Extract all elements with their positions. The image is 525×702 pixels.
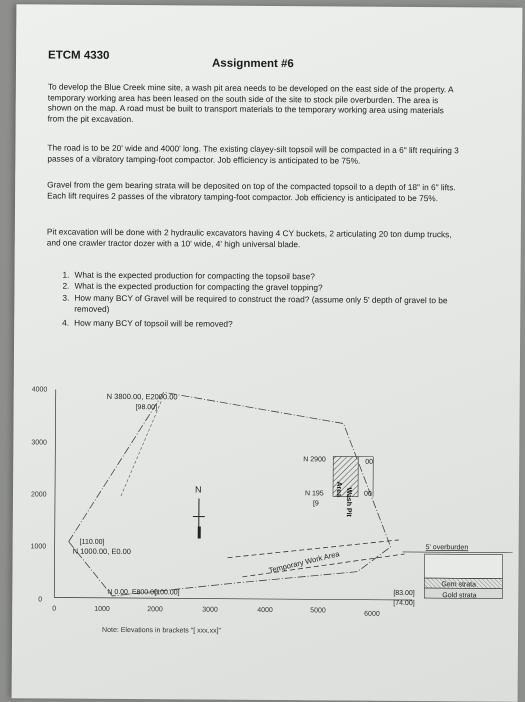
y-axis xyxy=(54,390,55,598)
y-tick-label: 4000 xyxy=(32,386,48,393)
x-tick-label: 5000 xyxy=(310,607,326,614)
assignment-sheet xyxy=(12,4,523,702)
question-text: What is the expected production for compacting the gravel topping? xyxy=(74,281,454,294)
legend-gem: Gem strata xyxy=(441,581,476,588)
wash-pit-label: Wash Pit xyxy=(345,488,352,518)
paragraph-excavation: Pit excavation will be done with 2 hydraulic excavators having 4 CY buckets, 2 articulating 20 ton dump trucks, and one crawler tractor dozer with a 10' wide, 4' high universal blade. xyxy=(47,226,462,250)
question-number: 1. xyxy=(63,270,70,281)
paragraph-gravel: Gravel from the gem bearing strata will be deposited on top of the compacted topsoil to a depth of 18" in 6" lifts. Each lift requires 2 passes of the vibratory tamping-foot compactor. Job efficiency is anticipated to be 75%. xyxy=(47,179,462,203)
x-tick-label: 6000 xyxy=(364,611,380,618)
point-label-bottom: N 0.00, E800.00 xyxy=(107,589,158,596)
paragraph-road: The road is to be 20' wide and 4000' long. The existing clayey-silt topsoil will be compacted in a 6" lift requiring 3 passes of a vibratory tamping-foot compactor. Job efficiency is anticipated to be 75%. xyxy=(47,142,462,166)
point-label-n2900: N 2900 xyxy=(303,456,326,463)
x-tick-label: 1000 xyxy=(94,606,110,613)
legend-gold: Gold strata xyxy=(442,592,476,599)
x-tick-label: 0 xyxy=(52,606,56,613)
x-axis xyxy=(54,598,412,600)
north-label: N xyxy=(195,485,202,495)
site-map xyxy=(12,369,520,653)
y-tick-label: 1000 xyxy=(31,543,47,550)
elevation-gem: [83.00] xyxy=(393,590,415,597)
y-tick-label: 3000 xyxy=(31,439,47,446)
legend-overburden: 5' overburden xyxy=(426,544,469,551)
elevation-note: Note: Elevations in brackets "[ xxx.xx]" xyxy=(102,627,222,635)
question-text: How many BCY of topsoil will be removed? xyxy=(74,318,454,331)
point-label-left: N 1000.00, E0.00 xyxy=(73,547,131,556)
question-number: 3. xyxy=(62,293,69,304)
elevation-n1950: [9 xyxy=(313,500,319,507)
overburden-layer xyxy=(424,554,502,579)
road-centerline xyxy=(121,400,162,496)
question-number: 4. xyxy=(62,318,69,329)
point-label-n1950-tail: 00 xyxy=(364,491,372,498)
paragraph-intro: To develop the Blue Creek mine site, a wash pit area needs to be developed on the east side of the property. A temporary working area has been leased on the south side of the site to stock pile overburden. The area is shown on the map. A road must be built to transport materials to the temporary working area using materials from the pit excavation. xyxy=(48,81,463,126)
temporary-work-area-label: Temporary Work Area xyxy=(268,549,341,575)
north-arrow-base xyxy=(198,527,201,539)
elevation-gold: [74.00] xyxy=(393,600,415,607)
y-tick-label: 0 xyxy=(38,596,42,603)
point-label-top: N 3800.00, E2000.00 xyxy=(107,392,178,401)
elevation-top: [98.00] xyxy=(136,404,158,411)
point-label-n2900-tail: 00 xyxy=(365,459,373,466)
legend-top-line xyxy=(403,552,513,553)
x-tick-label: 4000 xyxy=(257,607,273,614)
x-tick-label: 2000 xyxy=(147,606,163,613)
question-text: What is the expected production for compacting the topsoil base? xyxy=(75,270,455,283)
area-label: Area xyxy=(335,481,342,497)
x-tick-label: 3000 xyxy=(202,607,218,614)
y-tick-label: 2000 xyxy=(31,491,47,498)
elevation-bottom: [100.00] xyxy=(154,589,179,596)
course-code: ETCM 4330 xyxy=(48,49,109,61)
assignment-title: Assignment #6 xyxy=(212,58,294,71)
question-text: How many BCY of Gravel will be required to construct the road? (assume only 5' depth of gravel to be removed) xyxy=(74,293,454,317)
elevation-left: [110.00] xyxy=(80,539,105,546)
question-number: 2. xyxy=(62,281,69,292)
point-label-n1950: N 195 xyxy=(305,490,324,497)
